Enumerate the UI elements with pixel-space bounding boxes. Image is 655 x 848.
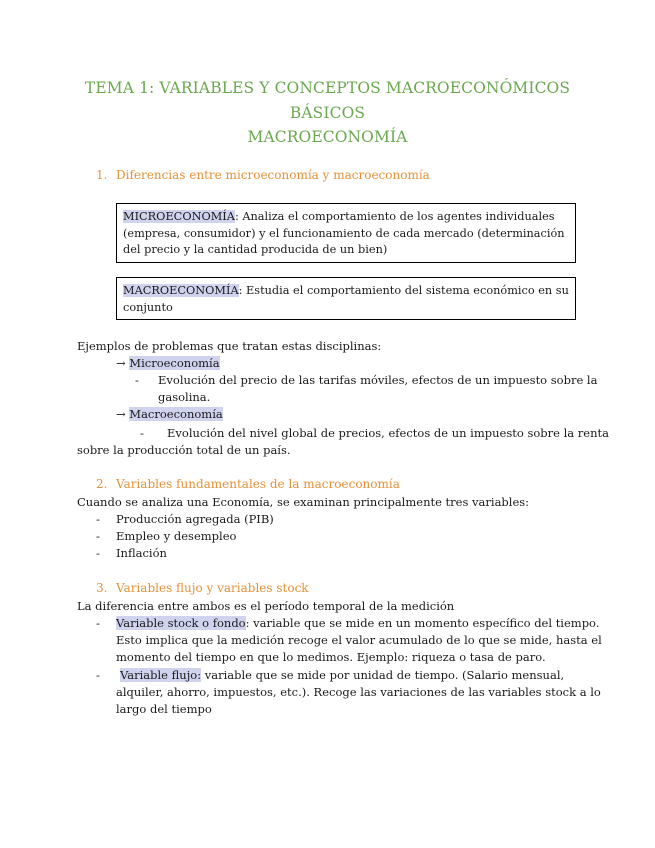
macro-label: Macroeconomía xyxy=(129,407,223,421)
microeconomia-definition: : Analiza el comportamiento de los agentes individuales (empresa, consumidor) y el funcionamiento de cada mercado (determinación del precio y la cantidad producida de un bien) xyxy=(123,210,565,256)
section-2-heading-text: Variables fundamentales de la macroeconomía xyxy=(116,477,400,491)
section-3-heading-text: Variables flujo y variables stock xyxy=(116,581,309,595)
arrow-right-icon: → xyxy=(116,356,126,370)
list-item: Inflación xyxy=(116,546,167,560)
micro-example-label xyxy=(116,355,220,372)
macroeconomia-definition-box xyxy=(116,277,576,320)
section-3-number: 3. xyxy=(96,581,108,595)
section-1-heading-text: Diferencias entre microeconomía y macroeconomía xyxy=(116,168,430,182)
bullet-dash: - xyxy=(96,512,100,526)
title-line-3: MACROECONOMÍA xyxy=(247,128,408,146)
stock-definition-line-1: : variable que se mide en un momento específico del tiempo. xyxy=(245,616,600,630)
list-item: Producción agregada (PIB) xyxy=(116,512,274,526)
flow-line-1 xyxy=(120,667,564,684)
bullet-dash: - xyxy=(96,616,100,630)
stock-line-1 xyxy=(116,615,599,632)
micro-example-line-2: gasolina. xyxy=(158,390,211,404)
flow-term: Variable flujo: xyxy=(120,668,202,682)
examples-intro: Ejemplos de problemas que tratan estas disciplinas: xyxy=(77,339,382,353)
bullet-dash: - xyxy=(96,529,100,543)
micro-example-line-1: Evolución del precio de las tarifas móviles, efectos de un impuesto sobre la xyxy=(158,373,598,387)
flow-definition-line-1: variable que se mide por unidad de tiempo. (Salario mensual, xyxy=(201,668,565,682)
bullet-dash: - xyxy=(135,373,139,387)
macroeconomia-definition: : Estudia el comportamiento del sistema económico en su conjunto xyxy=(123,284,569,314)
bullet-dash: - xyxy=(140,426,144,440)
title-line-2: BÁSICOS xyxy=(289,104,366,122)
section-3-heading xyxy=(96,581,309,595)
micro-label: Microeconomía xyxy=(129,356,220,370)
macro-example-line-1: Evolución del nivel global de precios, efectos de un impuesto sobre la renta xyxy=(167,426,609,440)
bullet-dash: - xyxy=(96,668,100,682)
section-3-intro: La diferencia entre ambos es el período temporal de la medición xyxy=(77,599,455,613)
stock-term: Variable stock o fondo xyxy=(116,616,246,630)
section-1-heading xyxy=(96,168,430,182)
stock-line-3: momento del tiempo en que lo medimos. Ejemplo: riqueza o tasa de paro. xyxy=(116,650,546,664)
section-2-intro: Cuando se analiza una Economía, se examinan principalmente tres variables: xyxy=(77,495,530,509)
macro-example-line-2: sobre la producción total de un país. xyxy=(77,443,291,457)
title-line-1: TEMA 1: VARIABLES Y CONCEPTOS MACROECONÓMICOS xyxy=(84,79,571,97)
list-item: Empleo y desempleo xyxy=(116,529,237,543)
flow-line-2: alquiler, ahorro, impuestos, etc.). Recoge las variaciones de las variables stock a lo xyxy=(116,685,601,699)
arrow-right-icon: → xyxy=(116,407,126,421)
bullet-dash: - xyxy=(96,546,100,560)
macroeconomia-term: MACROECONOMÍA xyxy=(123,284,239,297)
microeconomia-definition-box xyxy=(116,203,576,263)
macro-example-label xyxy=(116,406,223,423)
flow-line-3: largo del tiempo xyxy=(116,702,212,716)
microeconomia-term: MICROECONOMÍA xyxy=(123,210,235,223)
section-2-number: 2. xyxy=(96,477,108,491)
section-2-heading xyxy=(96,477,400,491)
stock-line-2: Esto implica que la medición recoge el valor acumulado de lo que se mide, hasta el xyxy=(116,633,602,647)
section-1-number: 1. xyxy=(96,168,108,182)
